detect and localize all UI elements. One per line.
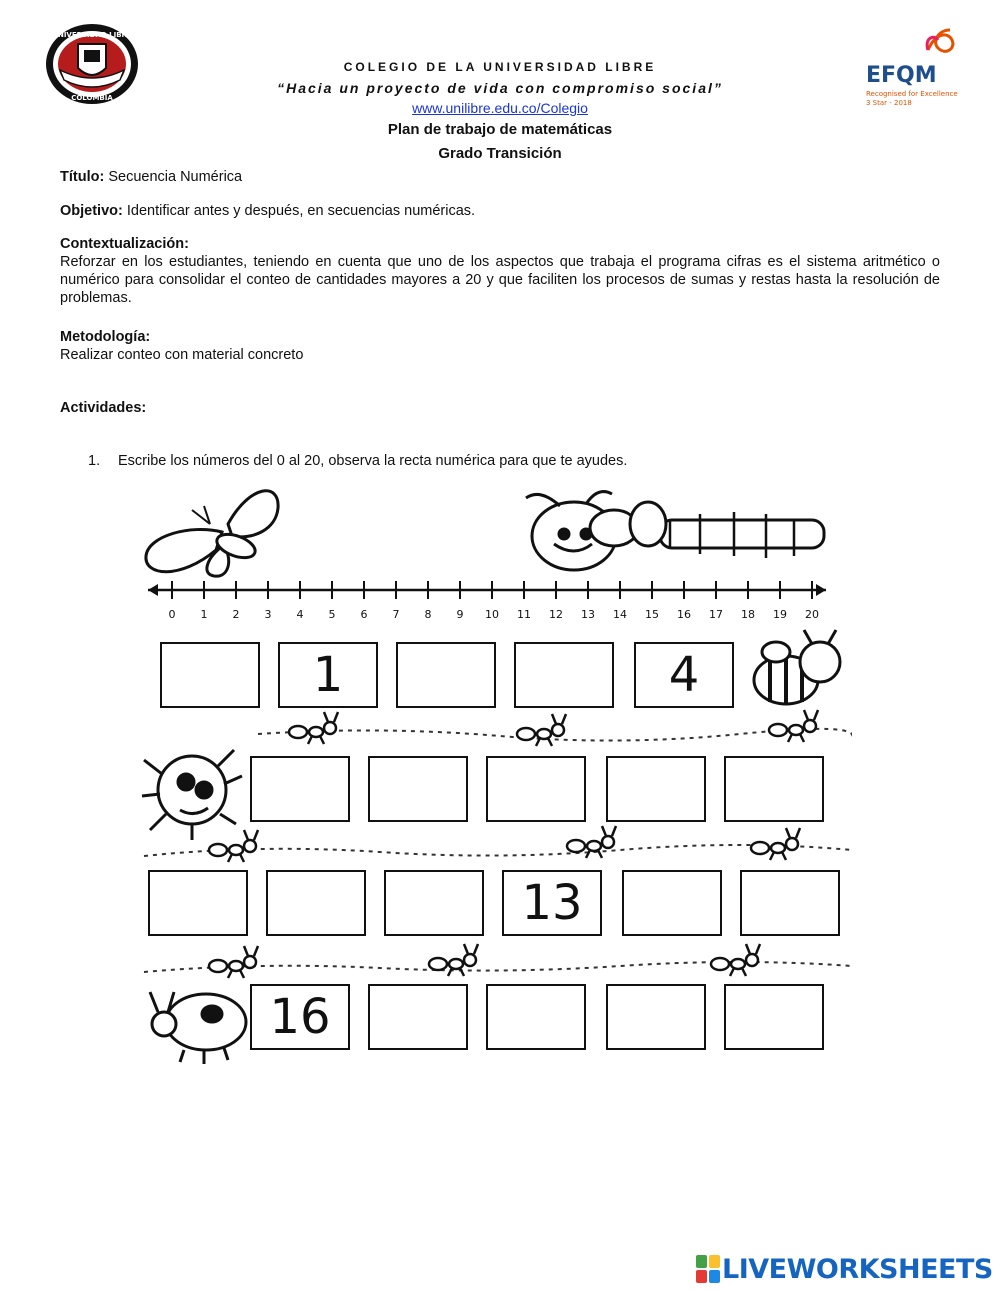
answer-box[interactable] bbox=[368, 756, 468, 822]
ant-icon bbox=[567, 826, 616, 858]
titulo-line bbox=[60, 168, 242, 186]
ant-icon bbox=[289, 712, 338, 744]
number-line-label: 12 bbox=[549, 608, 563, 621]
number-line-label: 17 bbox=[709, 608, 723, 621]
bee-illustration bbox=[754, 630, 840, 704]
school-motto: “Hacia un proyecto de vida con compromiso social” bbox=[277, 80, 723, 96]
answer-box[interactable] bbox=[740, 870, 840, 936]
svg-text:Recognised for Excellence: Recognised for Excellence bbox=[866, 90, 958, 98]
ant-icon bbox=[769, 710, 818, 742]
answer-box[interactable] bbox=[396, 642, 496, 708]
svg-text:COLOMBIA: COLOMBIA bbox=[71, 94, 113, 102]
ant-icon bbox=[711, 944, 760, 976]
butterfly-illustration bbox=[146, 491, 278, 576]
answer-box[interactable] bbox=[148, 870, 248, 936]
answer-box[interactable] bbox=[724, 756, 824, 822]
answer-box[interactable]: 13 bbox=[502, 870, 602, 936]
number-line bbox=[148, 581, 826, 621]
objetivo-line bbox=[60, 202, 475, 220]
answer-box[interactable] bbox=[486, 756, 586, 822]
activity-text: Escribe los números del 0 al 20, observa la recta numérica para que te ayudes. bbox=[118, 453, 628, 469]
ant-icon bbox=[209, 946, 258, 978]
number-line-label: 10 bbox=[485, 608, 499, 621]
contextualizacion-text: Reforzar en los estudiantes, teniendo en cuenta que uno de los aspectos que trabaja el programa cifras es el sistema aritmético o numérico para consolidar el conteo de cantidades mayores a 20 y que faciliten los procesos de sumas y restas hasta la resolución de problemas. bbox=[60, 254, 940, 306]
answer-box[interactable]: 4 bbox=[634, 642, 734, 708]
answer-box[interactable] bbox=[606, 984, 706, 1050]
metodologia-text: Realizar conteo con material concreto bbox=[60, 347, 304, 363]
activity-item bbox=[88, 452, 627, 470]
objetivo-value: Identificar antes y después, en secuencias numéricas. bbox=[126, 203, 476, 219]
school-website-link[interactable]: www.unilibre.edu.co/Colegio bbox=[412, 100, 588, 116]
objetivo-label: Objetivo: bbox=[60, 203, 123, 219]
answer-box[interactable]: 1 bbox=[278, 642, 378, 708]
ladybug-illustration bbox=[150, 992, 246, 1064]
number-line-label: 8 bbox=[424, 608, 432, 621]
number-line-label: 3 bbox=[264, 608, 272, 621]
answer-box[interactable] bbox=[266, 870, 366, 936]
answer-box[interactable] bbox=[384, 870, 484, 936]
number-line-label: 14 bbox=[613, 608, 627, 621]
contextualizacion-heading: Contextualización: bbox=[60, 236, 189, 252]
svg-text:UNIVERSIDAD LIBRE: UNIVERSIDAD LIBRE bbox=[52, 31, 132, 39]
number-line-label: 20 bbox=[805, 608, 819, 621]
answer-box[interactable] bbox=[250, 756, 350, 822]
answer-box[interactable] bbox=[368, 984, 468, 1050]
answer-box[interactable] bbox=[160, 642, 260, 708]
ant-icon bbox=[209, 830, 258, 862]
answer-box[interactable] bbox=[486, 984, 586, 1050]
answer-box[interactable] bbox=[606, 756, 706, 822]
school-name: COLEGIO DE LA UNIVERSIDAD LIBRE bbox=[343, 60, 657, 74]
caterpillar-illustration bbox=[526, 492, 824, 570]
number-line-label: 4 bbox=[296, 608, 304, 621]
svg-text:EFQM: EFQM bbox=[866, 63, 937, 88]
number-line-label: 6 bbox=[360, 608, 368, 621]
actividades-heading: Actividades: bbox=[60, 400, 147, 416]
answer-box[interactable] bbox=[514, 642, 614, 708]
liveworksheets-brand bbox=[696, 1254, 993, 1284]
metodologia-heading: Metodología: bbox=[60, 329, 151, 345]
number-line-label: 2 bbox=[232, 608, 240, 621]
number-line-label: 11 bbox=[517, 608, 531, 621]
grade-title: Grado Transición bbox=[438, 145, 562, 162]
number-line-label: 16 bbox=[677, 608, 691, 621]
answer-box[interactable] bbox=[622, 870, 722, 936]
number-line-label: 13 bbox=[581, 608, 595, 621]
number-line-label: 18 bbox=[741, 608, 755, 621]
activity-number: 1. bbox=[88, 453, 101, 469]
answer-box[interactable]: 16 bbox=[250, 984, 350, 1050]
spider-illustration bbox=[142, 750, 242, 840]
number-line-label: 7 bbox=[392, 608, 400, 621]
plan-title: Plan de trabajo de matemáticas bbox=[387, 121, 613, 138]
ant-icon bbox=[517, 714, 566, 746]
answer-box[interactable] bbox=[724, 984, 824, 1050]
titulo-label: Título: bbox=[60, 169, 105, 185]
number-line-label: 9 bbox=[456, 608, 464, 621]
titulo-value: Secuencia Numérica bbox=[108, 169, 243, 185]
liveworksheets-icon bbox=[696, 1255, 720, 1283]
number-line-label: 5 bbox=[328, 608, 336, 621]
number-line-label: 19 bbox=[773, 608, 787, 621]
number-line-label: 1 bbox=[200, 608, 208, 621]
ant-icon bbox=[751, 828, 800, 860]
liveworksheets-text: LIVEWORKSHEETS bbox=[722, 1253, 993, 1285]
number-line-label: 15 bbox=[645, 608, 659, 621]
number-line-label: 0 bbox=[168, 608, 176, 621]
svg-text:3 Star - 2018: 3 Star - 2018 bbox=[866, 99, 912, 107]
